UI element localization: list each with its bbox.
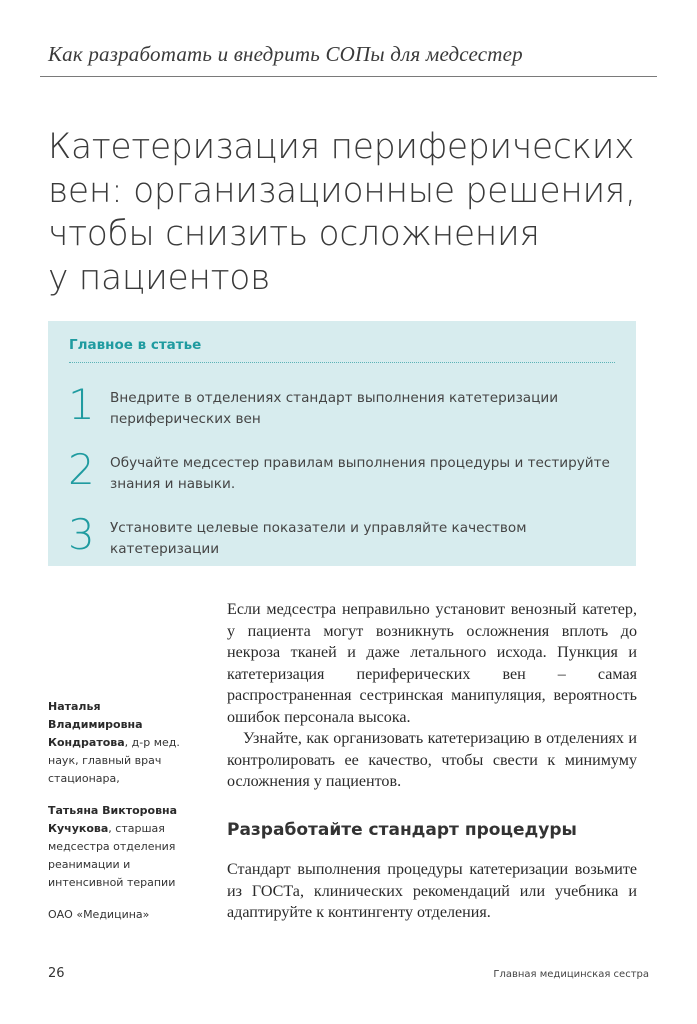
body-paragraph: Если медсестра неправильно установит венозный катетер, у пациента могут возникнуть осложнения вплоть до некроза тканей и даже летального исхода. Пункция и катетеризация периферических вен – самая распространенная сестринская манипуляция, вероятность ошибок персонала высока. <box>227 601 637 726</box>
article-body <box>227 599 637 793</box>
author <box>48 802 198 892</box>
body-paragraph: Узнайте, как организовать катетеризацию в отделениях и контролировать ее качество, чтобы свести к минимуму осложнения у пациентов. <box>227 730 637 790</box>
author-name: Наталья Владимировна Кондратова <box>48 700 143 749</box>
key-points-divider <box>69 362 615 363</box>
author-role: , д-р мед. наук, главный врач стационара, <box>48 736 180 785</box>
key-points-box <box>48 321 636 566</box>
journal-name: Главная медицинская сестра <box>493 969 649 980</box>
author-role: , старшая медсестра отделения реанимации и интенсивной терапии <box>48 822 176 889</box>
title-line: вен: организационные решения, <box>48 170 636 211</box>
title-line: у пациентов <box>48 257 271 298</box>
author-info <box>48 698 198 924</box>
title-line: Катетеризация периферических <box>48 127 635 167</box>
section-heading: Разработайте стандарт процедуры <box>227 820 577 840</box>
key-point-number: 1 <box>68 380 95 429</box>
key-point-number: 2 <box>68 445 95 494</box>
header-divider <box>40 76 657 77</box>
key-point-text: Внедрите в отделениях стандарт выполнения катетеризации периферических вен <box>110 390 559 427</box>
organization: ОАО «Медицина» <box>48 908 150 921</box>
key-point-number: 3 <box>68 510 95 559</box>
key-point-text: Установите целевые показатели и управляйте качеством катетеризации <box>110 520 527 557</box>
key-points-heading: Главное в статье <box>69 337 202 353</box>
title-line: чтобы снизить осложнения <box>48 214 540 254</box>
section-paragraph: Стандарт выполнения процедуры катетеризации возьмите из ГОСТа, клинических рекомендаций или учебника и адаптируйте к контингенту отделения. <box>227 861 637 921</box>
page-number: 26 <box>48 966 65 981</box>
key-point-text: Обучайте медсестер правилам выполнения процедуры и тестируйте знания и навыки. <box>110 455 610 492</box>
author-name: Татьяна Викторовна Кучукова <box>48 804 178 835</box>
running-head: Как разработать и внедрить СОПы для медсестер <box>48 42 523 66</box>
article-title <box>48 126 648 300</box>
author <box>48 698 198 788</box>
